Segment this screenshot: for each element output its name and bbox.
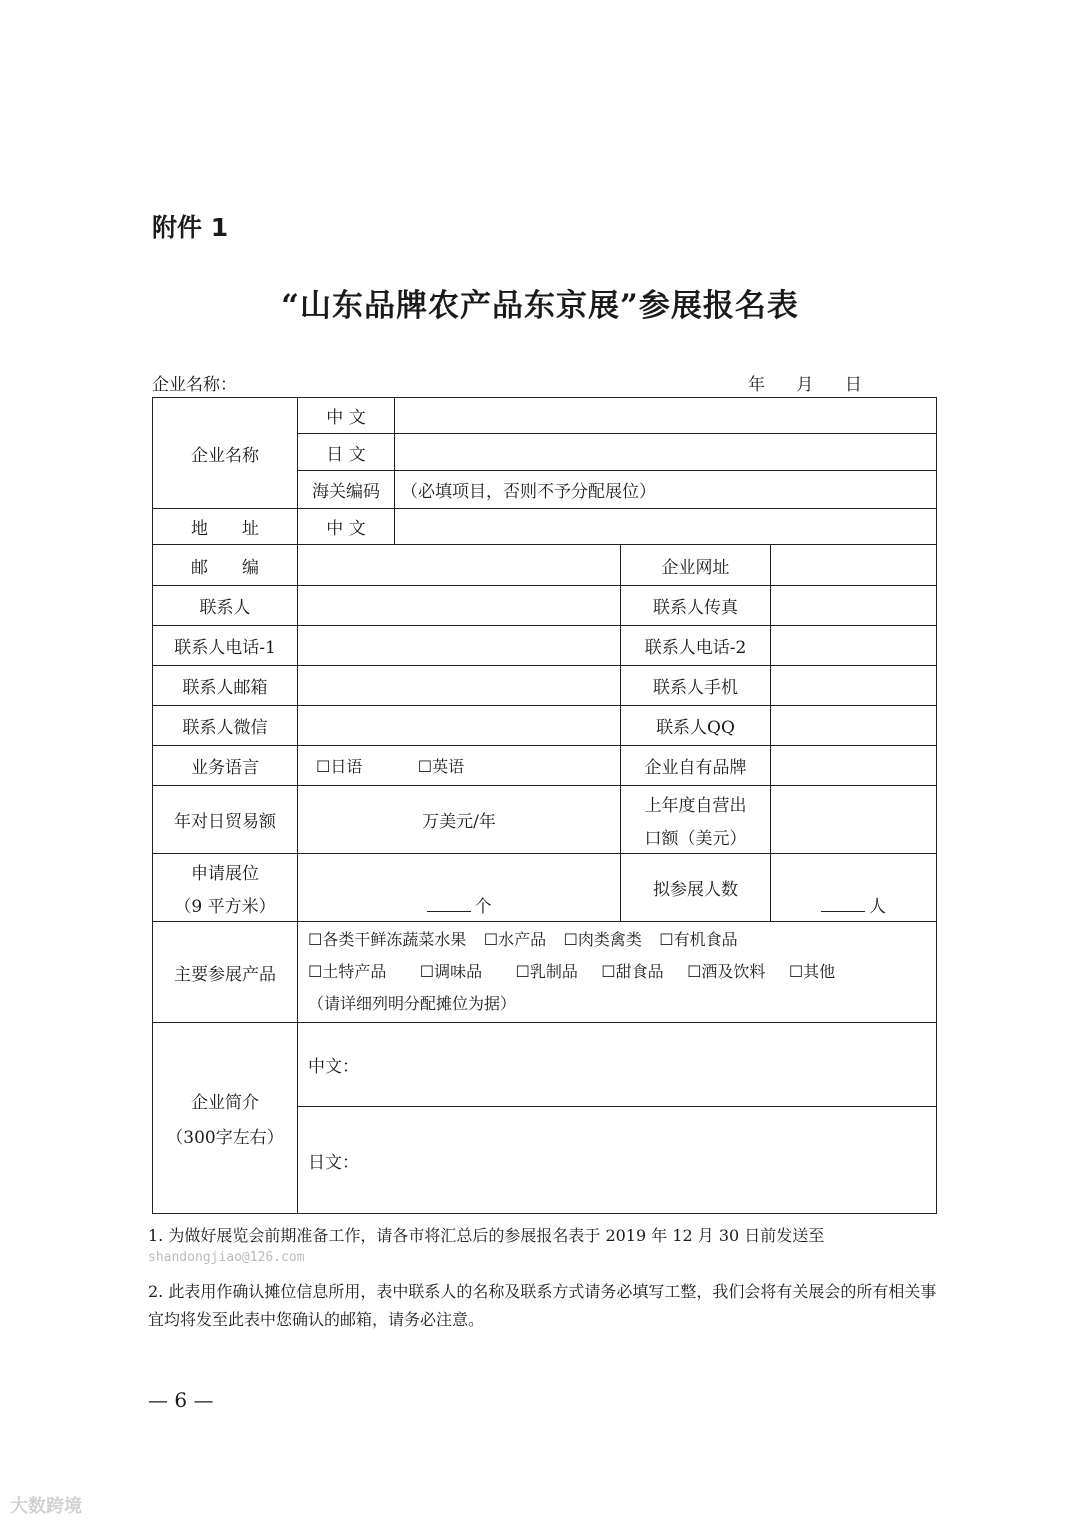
trade-label: 年对日贸易额: [153, 786, 298, 854]
language-options: [298, 746, 621, 786]
mobile-label: 联系人手机: [621, 666, 771, 706]
submission-email[interactable]: shandongjiao@126.com: [148, 1250, 305, 1265]
month-label: 月: [796, 375, 814, 395]
intro-label: [153, 1023, 298, 1214]
company-name-header: 企业名称: [153, 398, 298, 509]
watermark-logo: 大数跨境: [10, 1496, 82, 1517]
email-field[interactable]: [298, 666, 621, 706]
contact-label: 联系人: [153, 586, 298, 626]
phone1-label: 联系人电话-1: [153, 626, 298, 666]
checkbox-fruits-vegetables[interactable]: ☐各类干鲜冻蔬菜水果: [308, 930, 467, 949]
attendees-label: 拟参展人数: [621, 854, 771, 922]
company-jp-field[interactable]: [395, 434, 937, 471]
products-row-2: [308, 956, 930, 988]
email-label: 联系人邮箱: [153, 666, 298, 706]
address-field[interactable]: [395, 509, 937, 545]
address-lang-label: 中 文: [298, 509, 395, 545]
postcode-field[interactable]: [298, 545, 621, 586]
booth-label-line2: （9 平方米）: [174, 896, 276, 917]
day-label: 日: [844, 375, 862, 395]
customs-code-label: 海关编码: [298, 471, 395, 509]
date-line: [748, 370, 888, 395]
website-label: 企业网址: [621, 545, 771, 586]
booth-unit: 个: [474, 897, 492, 917]
booth-label-line1: 申请展位: [191, 863, 259, 884]
company-cn-field[interactable]: [395, 398, 937, 434]
wechat-label: 联系人微信: [153, 706, 298, 746]
checkbox-local-specialty[interactable]: ☐土特产品: [308, 962, 387, 981]
phone1-field[interactable]: [298, 626, 621, 666]
company-cn-label: 中 文: [298, 398, 395, 434]
products-label: 主要参展产品: [153, 922, 298, 1023]
attendees-blank: [821, 910, 865, 912]
note-2: 2. 此表用作确认摊位信息所用，表中联系人的名称及联系方式请务必填写工整，我们会将有关展会的所有相关事宜均将发至此表中您确认的邮箱，请务必注意。: [148, 1282, 937, 1329]
notes: [148, 1222, 940, 1334]
export-label: [621, 786, 771, 854]
brand-field[interactable]: [771, 746, 937, 786]
checkbox-english[interactable]: ☐英语: [417, 757, 465, 776]
brand-label: 企业自有品牌: [621, 746, 771, 786]
phone2-field[interactable]: [771, 626, 937, 666]
trade-unit: 万美元/年: [422, 812, 496, 832]
export-label-line1: 上年度自营出: [644, 795, 747, 816]
checkbox-sweets[interactable]: ☐甜食品: [601, 962, 664, 981]
attachment-label: 附件 1: [152, 213, 229, 242]
attendees-unit: 人: [869, 897, 886, 917]
intro-label-line2: （300字左右）: [166, 1128, 284, 1148]
trade-field[interactable]: [298, 786, 621, 854]
checkbox-beverages[interactable]: ☐酒及饮料: [687, 962, 766, 981]
checkbox-japanese[interactable]: ☐日语: [316, 757, 363, 776]
attendees-field[interactable]: [771, 854, 937, 922]
intro-cn-label: 中文：: [308, 1057, 359, 1077]
products-row-1: [308, 924, 930, 956]
qq-field[interactable]: [771, 706, 937, 746]
wechat-field[interactable]: [298, 706, 621, 746]
fax-label: 联系人传真: [621, 586, 771, 626]
language-label: 业务语言: [153, 746, 298, 786]
checkbox-seafood[interactable]: ☐水产品: [483, 930, 547, 949]
products-note: （请详细列明分配摊位为据）: [308, 994, 517, 1013]
fax-field[interactable]: [771, 586, 937, 626]
checkbox-dairy[interactable]: ☐乳制品: [515, 962, 578, 981]
form-title: “山东品牌农产品东京展”参展报名表: [281, 288, 799, 324]
qq-label: 联系人QQ: [621, 706, 771, 746]
intro-jp-field[interactable]: [298, 1107, 937, 1214]
booth-blank: [427, 910, 471, 912]
checkbox-organic[interactable]: ☐有机食品: [659, 930, 738, 949]
postcode-label: 邮 编: [153, 545, 298, 586]
export-field[interactable]: [771, 786, 937, 854]
registration-form: [152, 397, 937, 1214]
year-label: 年: [748, 375, 765, 395]
mobile-field[interactable]: [771, 666, 937, 706]
intro-label-line1: 企业简介: [191, 1093, 259, 1113]
intro-cn-field[interactable]: [298, 1023, 937, 1107]
page-number: — 6 —: [148, 1388, 214, 1412]
company-jp-label: 日 文: [298, 434, 395, 471]
export-label-line2: 口额（美元）: [644, 828, 747, 849]
website-field[interactable]: [771, 545, 937, 586]
products-options: [298, 922, 937, 1023]
checkbox-seasoning[interactable]: ☐调味品: [419, 962, 483, 981]
customs-code-field[interactable]: （必填项目，否则不予分配展位）: [395, 471, 937, 509]
intro-jp-label: 日文：: [308, 1152, 359, 1173]
company-name-label: 企业名称：: [152, 375, 237, 395]
address-label: 地 址: [153, 509, 298, 545]
contact-field[interactable]: [298, 586, 621, 626]
booth-field[interactable]: [298, 854, 621, 922]
checkbox-meat-poultry[interactable]: ☐肉类禽类: [563, 930, 642, 949]
checkbox-other[interactable]: ☐其他: [788, 962, 836, 981]
booth-label: [153, 854, 298, 922]
phone2-label: 联系人电话-2: [621, 626, 771, 666]
note-1: 1. 为做好展览会前期准备工作，请各市将汇总后的参展报名表于 2019 年 12 月 30 日前发送至: [148, 1226, 825, 1245]
